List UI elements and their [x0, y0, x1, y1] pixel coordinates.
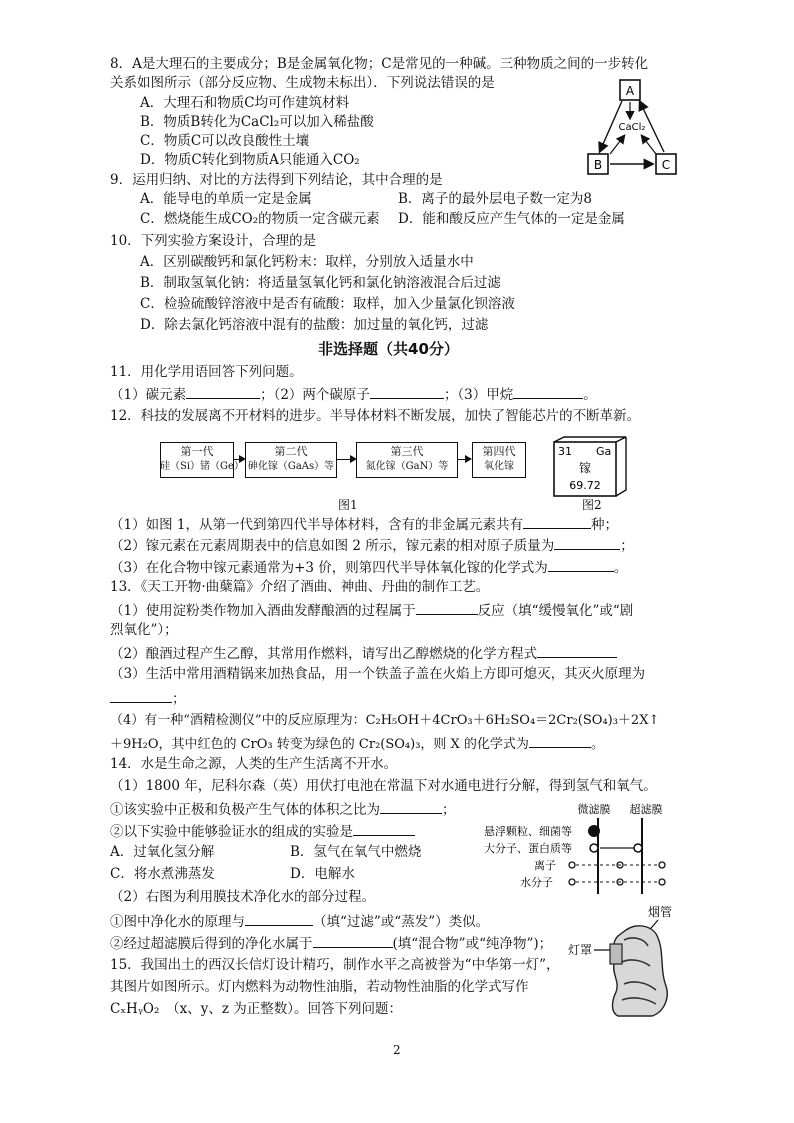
microfiltration-label: 微滤膜: [577, 803, 611, 816]
q8-option-b: B．物质B转化为CaCl₂可以加入稀盐酸: [140, 114, 374, 130]
section-title: 非选择题（共40分）: [318, 340, 459, 358]
arrow-gen3-gen4: [458, 459, 470, 460]
q13-stem: 13．《天工开物·曲蘖篇》介绍了酒曲、神曲、丹曲的制作工艺。: [110, 579, 490, 595]
cell-atomic-mass: 69.72: [569, 479, 601, 492]
gallium-element-cell: [552, 436, 634, 498]
water-icon-3: [659, 879, 665, 885]
cell-side-edge: [616, 437, 626, 496]
row-macromolecules: 大分子、蛋白质等: [484, 842, 572, 855]
q13-sub2: [110, 643, 617, 663]
q14-c4: [110, 933, 552, 953]
q10-option-b: B．制取氢氧化钠：将适量氢氧化钙和氯化钠溶液混合后过滤: [140, 275, 501, 291]
membrane-filtration-diagram: [476, 800, 696, 898]
q14-c2-text: ②以下实验中能够验证水的组成的实验是: [110, 824, 353, 840]
q13-sub4-text: ＋9H₂O，其中红色的 CrO₃ 转变为绿色的 Cr₂(SO₄)₃，则 X 的化学式为: [110, 737, 529, 752]
q11-end: 。: [583, 387, 597, 403]
q10-stem: 10．下列实验方案设计，合理的是: [110, 233, 317, 249]
q14-c2: [110, 821, 415, 841]
q14-option-c: C．将水煮沸蒸发: [110, 866, 215, 882]
node-c-label: C: [661, 158, 671, 172]
row-ions: 离子: [534, 859, 556, 872]
q12-sub1-text: （1）如图 1，从第一代到第四代半导体材料，含有的非金属元素共有: [110, 517, 523, 533]
q13-sub4: （4）有一种“酒精检测仪”中的反应原理为：C₂H₅OH＋4CrO₃＋6H₂SO₄＝2Cr₂(SO₄)₃＋2X↑: [110, 713, 660, 728]
gen4-title: 第四代: [482, 445, 516, 458]
q8-option-c: C．物质C可以改良酸性土壤: [140, 133, 310, 149]
gen3-sub: 氮化镓（GaN）等: [365, 461, 449, 472]
q9-option-d: D．能和酸反应产生气体的一定是金属: [398, 211, 625, 227]
q12-sub3: [110, 557, 627, 577]
q12-blank-2[interactable]: [554, 535, 620, 550]
q12-sub1-end: 种；: [590, 517, 618, 533]
q9-option-c: C．燃烧能生成CO₂的物质一定含碳元素: [140, 211, 380, 227]
q12-blank-3[interactable]: [548, 557, 614, 572]
lamp-shade-part: [610, 944, 622, 964]
gen2-title: 第二代: [274, 445, 308, 458]
q14-blank-1[interactable]: [380, 799, 442, 814]
node-a-label: A: [625, 84, 635, 98]
q10-option-c: C．检验硫酸锌溶液中是否有硫酸：取样，加入少量氯化钡溶液: [140, 296, 515, 312]
arrow-c-to-cacl2: [642, 136, 656, 154]
water-icon-1: [569, 879, 575, 885]
lamp-shade-label: 灯罩: [568, 943, 593, 957]
q8-stem-line1: 8．A是大理石的主要成分；B是金属氧化物；C是常见的一种碱。三种物质之间的一步转化: [110, 56, 649, 72]
q11-blank-2[interactable]: [370, 384, 444, 399]
q12-stem: 12．科技的发展离不开材料的进步。半导体材料不断发展，加快了智能芯片的不断革新。: [110, 408, 641, 424]
q13-sub3: （3）生活中常用酒精锅来加热食品，用一个铁盖子盖在火焰上方即可熄灭，其灭火原理为: [110, 666, 646, 682]
q14-sub1: （1）1800 年，尼科尔森（英）用伏打电池在常温下对水通电进行分解，得到氢气和氧气。: [110, 778, 657, 794]
q13-sub1: [110, 600, 633, 620]
q11-blank-3[interactable]: [513, 384, 583, 399]
macromolecule-icon: [590, 844, 598, 852]
lamp-pipe-label: 烟管: [648, 905, 673, 919]
node-b-label: B: [593, 158, 603, 172]
q8-conversion-diagram: [580, 76, 690, 178]
ion-icon-3: [659, 862, 665, 868]
q13-sub1-text2: 反应（填“缓慢氧化”或“剧: [477, 603, 634, 619]
q14-c4-text: ②经过超滤膜后得到的净化水属于: [110, 936, 313, 952]
q14-blank-3[interactable]: [245, 911, 313, 926]
cell-element-name: 镓: [578, 461, 592, 475]
q12-blank-1[interactable]: [523, 514, 591, 529]
gen1-title: 第一代: [180, 445, 214, 458]
gen2-sub: 砷化镓（GaAs）等: [247, 461, 335, 472]
figure2-caption: 图2: [582, 498, 602, 512]
q15-stem-line2: 其图片如图所示。灯内燃料为动物性油脂，若动物性油脂的化学式写作: [110, 979, 529, 995]
arrow-b-to-cacl2: [610, 136, 624, 154]
q13-blank-2[interactable]: [537, 643, 617, 658]
q9-option-a: A．能导电的单质一定是金属: [140, 191, 312, 207]
arrow-gen2-gen3: [337, 459, 355, 460]
cell-atomic-number: 31: [558, 445, 572, 458]
q11-stem: 11．用化学用语回答下列问题。: [110, 364, 303, 380]
q13-sub1-text: （1）使用淀粉类作物加入酒曲发酵酿酒的过程属于: [110, 603, 416, 619]
q15-stem-line3: CₓHᵧO₂ （x、y、z 为正整数）。回答下列问题：: [110, 1001, 403, 1017]
q11-part2: ；（2）两个碳原子: [260, 387, 370, 403]
q13-sub4-cont: [110, 733, 604, 754]
q8-stem-line2: 关系如图所示（部分反应物、生成物未标出）．下列说法错误的是: [110, 75, 495, 91]
q12-sub2: [110, 535, 634, 555]
q9-stem: 9．运用归纳、对比的方法得到下列结论，其中合理的是: [110, 172, 443, 188]
q14-blank-4[interactable]: [313, 933, 393, 948]
q13-sub3-answer: [110, 688, 186, 708]
q14-sub2: （2）右图为利用膜技术净化水的部分过程。: [110, 889, 376, 905]
q12-sub2-text: （2）镓元素在元素周期表中的信息如图 2 所示，镓元素的相对原子质量为: [110, 538, 555, 554]
gen3-title: 第三代: [390, 445, 424, 458]
q10-option-a: A．区别碳酸钙和氯化钙粉末：取样，分别放入适量水中: [140, 254, 474, 270]
q9-option-b: B．离子的最外层电子数一定为8: [398, 191, 593, 207]
q8-option-a: A．大理石和物质C均可作建筑材料: [140, 95, 350, 111]
row-water-molecules: 水分子: [520, 876, 553, 889]
q11-part1: （1）碳元素: [110, 387, 187, 403]
q11-blank-1[interactable]: [186, 384, 260, 399]
q14-c1: [110, 799, 456, 819]
q11-part3: ；（3）甲烷: [443, 387, 514, 403]
q14-option-a: A．过氧化氢分解: [110, 844, 215, 860]
large-particle-icon: [588, 825, 600, 837]
q14-c3-text: ①图中净化水的原理与: [110, 914, 245, 930]
q12-sub3-end: 。: [613, 560, 628, 576]
cell-symbol: Ga: [596, 445, 612, 458]
q12-sub1: [110, 514, 618, 534]
q14-blank-2[interactable]: [353, 821, 415, 836]
q12-sub3-text: （3）在化合物中镓元素通常为+3 价，则第四代半导体氧化镓的化学式为: [110, 560, 548, 576]
q14-c1-end: ；: [442, 802, 456, 818]
q8-option-d: D．物质C转化到物质A只能通入CO₂: [140, 152, 360, 168]
gen4-sub: 氧化镓: [484, 461, 514, 472]
q14-c3: [110, 911, 489, 931]
q13-blank-3[interactable]: [110, 688, 172, 703]
center-cacl2-label: CaCl₂: [618, 122, 646, 133]
q14-c3-end: （填“过滤”或“蒸发”）类似。: [313, 914, 490, 930]
figure1-caption: 图1: [338, 498, 358, 512]
q13-sub2-text: （2）酿酒过程产生乙醇，其常用作燃料，请写出乙醇燃烧的化学方程式: [110, 646, 538, 662]
q10-option-d: D．除去氯化钙溶液中混有的盐酸：加过量的氧化钙，过滤: [140, 317, 489, 333]
q13-blank-1[interactable]: [416, 600, 478, 615]
gen1-sub: 硅（Si）锗（Ge）: [160, 461, 244, 472]
q13-sub1-cont: 烈氧化”）；: [110, 622, 178, 638]
page-number: 2: [393, 1043, 401, 1057]
ion-icon-1: [569, 862, 575, 868]
changxin-lamp-picture: [566, 900, 696, 1022]
q14-c4-end: (填“混合物”或“纯净物”)；: [392, 936, 553, 952]
arrow-gen1-gen2: [234, 459, 244, 460]
ultrafiltration-label: 超滤膜: [629, 803, 663, 816]
row-suspended-particles: 悬浮颗粒、细菌等: [484, 825, 572, 838]
q14-c1-text: ①该实验中正极和负极产生气体的体积之比为: [110, 802, 380, 818]
q12-sub2-end: ；: [620, 538, 634, 554]
q13-sub3-end: ；: [172, 691, 186, 707]
q13-sub4-end: 。: [590, 737, 604, 752]
macromolecule-stopped-icon: [634, 844, 642, 852]
q14-stem: 14．水是生命之源，人类的生产生活离不开水。: [110, 756, 398, 772]
q13-blank-4[interactable]: [529, 733, 591, 748]
q14-option-d: D．电解水: [290, 866, 355, 882]
q11-answer-line: [110, 384, 597, 404]
q15-stem-line1: 15．我国出土的西汉长信灯设计精巧，制作水平之高被誉为“中华第一灯”，: [110, 957, 560, 973]
q14-option-b: B．氢气在氧气中燃烧: [290, 844, 422, 860]
